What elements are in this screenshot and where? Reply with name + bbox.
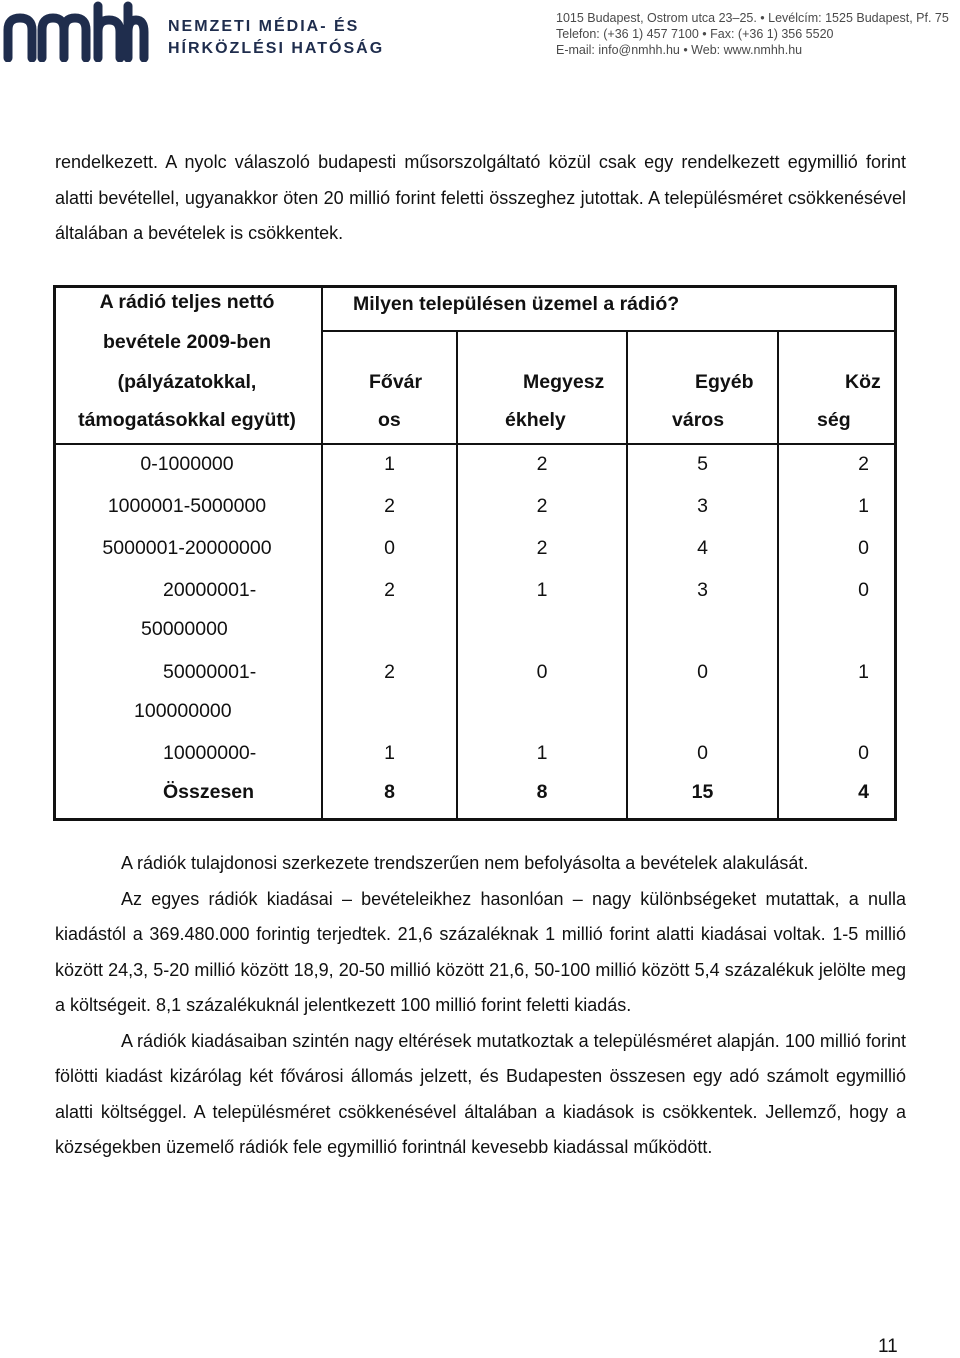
col-header-capital-a: Fővár xyxy=(369,371,423,393)
cell-village: 1 xyxy=(858,661,869,683)
revenue-by-settlement-table xyxy=(53,285,897,821)
page-number: 11 xyxy=(878,1336,898,1357)
col-header-capital-b: os xyxy=(378,409,401,431)
letterhead xyxy=(0,0,960,80)
cell-other-city: 0 xyxy=(697,661,708,683)
row-label-cont: 50000000 xyxy=(141,618,228,640)
col-header-other-city-a: Egyéb xyxy=(695,371,754,393)
cell-county-seat: 1 xyxy=(536,579,548,601)
paragraph-expenses: Az egyes rádiók kiadásai – bevételeikhez hasonlóan – nagy különbségeket mutattak, a nulla kiadástól a 369.480.000 forintig terjedtek. 21,6 százaléknak 1 millió forint alatti kiadásai voltak. 1-5 millió között 24,3, 5-20 millió között 18,9, 20-50 millió között 21,6, 50-100 millió között 5,4 százalékuk jelölte meg a költségeit. 8,1 százalékuknál jelentkezett 100 millió forint feletti kiadás. xyxy=(55,888,906,1015)
cell-village: 1 xyxy=(858,495,869,517)
row-label: 50000001- xyxy=(163,661,257,683)
row-label: 20000001- xyxy=(163,579,257,601)
col-header-village-a: Köz xyxy=(845,371,881,393)
cell-capital: 2 xyxy=(384,495,395,517)
row-label: 10000000- xyxy=(163,742,257,764)
cell-capital: 0 xyxy=(384,537,395,559)
nmhh-logo xyxy=(0,0,150,62)
cell-county-seat: 0 xyxy=(536,661,548,683)
settlement-group-header: Milyen településen üzemel a rádió? xyxy=(353,293,680,315)
row-label: 1000001-5000000 xyxy=(107,495,267,517)
cell-county-seat: 2 xyxy=(536,537,548,559)
contact-address: 1015 Budapest, Ostrom utca 23–25. • Levélcím: 1525 Budapest, Pf. 75 xyxy=(556,11,949,25)
paragraph-ownership: A rádiók tulajdonosi szerkezete trendszerűen nem befolyásolta a bevételek alakulását. xyxy=(121,853,809,873)
row-header-line-1: A rádió teljes nettó xyxy=(99,291,275,313)
cell-village: 0 xyxy=(858,579,869,601)
cell-other-city: 0 xyxy=(697,742,708,764)
cell-village: 0 xyxy=(858,742,869,764)
row-header-line-2: bevétele 2009-ben xyxy=(102,331,271,353)
cell-other-city: 5 xyxy=(697,453,708,475)
org-line-2: HÍRKÖZLÉSI HATÓSÁG xyxy=(168,40,385,57)
paragraph-intro: rendelkezett. A nyolc válaszoló budapesti műsorszolgáltató közül csak egy rendelkezett egymillió forint alatti bevétellel, ugyanakkor öten 20 millió forint feletti összeghez jutottak. A településméret csökkenésével általában a bevételek is csökkentek. xyxy=(55,152,906,243)
paragraph-settlement-expenses: A rádiók kiadásaiban szintén nagy eltérések mutatkoztak a településméret alapján. 100 millió forint fölötti kiadást kizárólag két fővárosi állomás jelzett, és Budapesten összesen egy adó számolt egymillió alatti költséggel. A településméret csökkenésével általában a kiadások is csökkentek. Jellemző, hogy a községekben üzemelő rádiók fele egymillió forintnál kevesebb kiadással működött. xyxy=(55,1030,906,1157)
cell-county-seat: 2 xyxy=(536,495,548,517)
cell-county-seat: 2 xyxy=(536,453,548,475)
total-label: Összesen xyxy=(163,781,255,803)
cell-county-seat: 1 xyxy=(536,742,548,764)
total-other-city: 15 xyxy=(691,781,714,803)
col-header-county-seat-b: ékhely xyxy=(505,409,566,431)
col-header-other-city-b: város xyxy=(672,409,725,431)
col-header-village-b: ség xyxy=(817,409,851,431)
cell-capital: 2 xyxy=(384,661,395,683)
cell-other-city: 3 xyxy=(697,579,708,601)
cell-capital: 1 xyxy=(384,453,395,475)
row-label-cont: 100000000 xyxy=(134,700,232,722)
org-line-1: NEMZETI MÉDIA- ÉS xyxy=(168,18,360,35)
cell-capital: 1 xyxy=(384,742,395,764)
total-county-seat: 8 xyxy=(536,781,548,803)
cell-capital: 2 xyxy=(384,579,395,601)
contact-email: E-mail: info@nmhh.hu • Web: www.nmhh.hu xyxy=(556,43,803,57)
cell-other-city: 3 xyxy=(697,495,708,517)
total-village: 4 xyxy=(858,781,869,803)
total-capital: 8 xyxy=(384,781,395,803)
row-header-line-4: támogatásokkal együtt) xyxy=(78,409,296,431)
col-header-county-seat-a: Megyesz xyxy=(523,371,605,393)
organization-name xyxy=(168,16,384,60)
body-text xyxy=(55,846,906,1166)
cell-village: 0 xyxy=(858,537,869,559)
cell-village: 2 xyxy=(858,453,869,475)
contact-block xyxy=(556,10,949,58)
cell-other-city: 4 xyxy=(697,537,708,559)
row-label: 0-1000000 xyxy=(140,453,234,475)
contact-phone: Telefon: (+36 1) 457 7100 • Fax: (+36 1) 356 5520 xyxy=(556,27,834,41)
row-header-line-3: (pályázatokkal, xyxy=(117,371,257,393)
row-label: 5000001-20000000 xyxy=(102,537,272,559)
